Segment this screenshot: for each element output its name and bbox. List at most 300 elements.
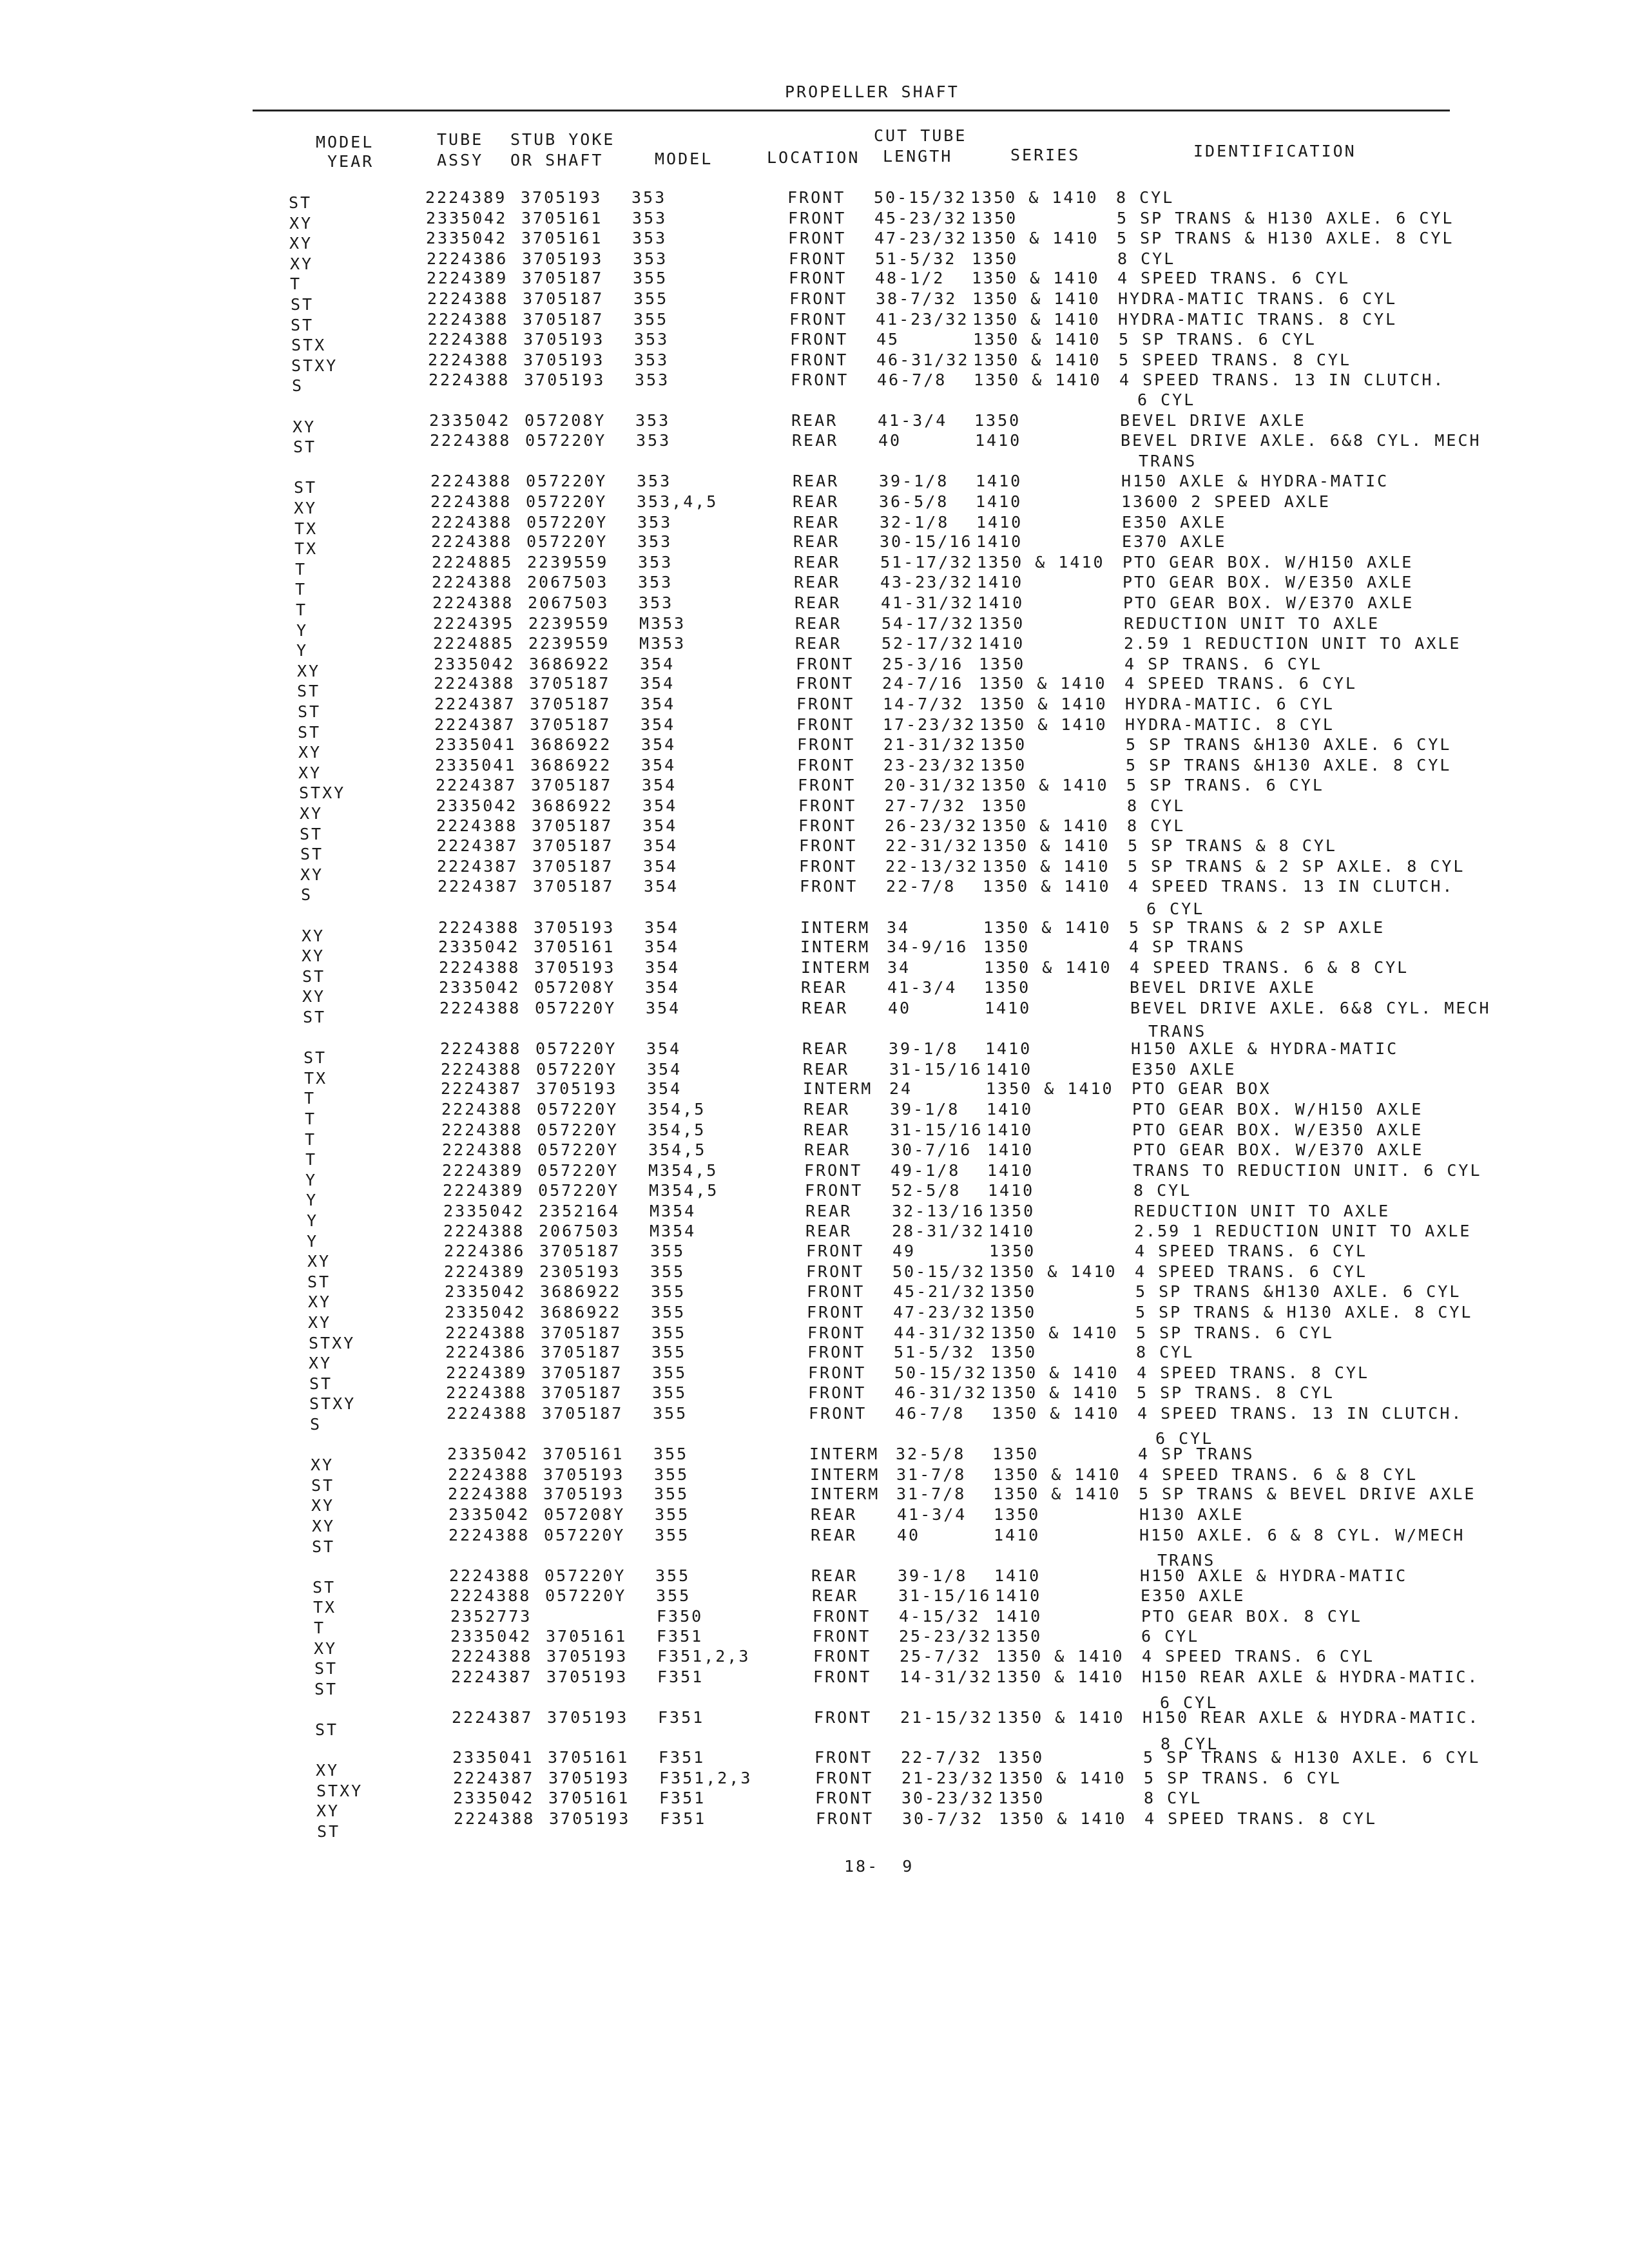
identification-cell: 8 CYL xyxy=(1136,1343,1195,1362)
location-cell: FRONT xyxy=(788,208,847,227)
identification-cell: 5 SP TRANS. 6 CYL xyxy=(1136,1323,1334,1342)
cut-length-cell: 41-3/4 xyxy=(897,1505,967,1524)
model-cell: 355 xyxy=(656,1586,691,1606)
tube-assy-cell: 2224388 xyxy=(448,1465,530,1484)
tube-assy-cell: 2224389 xyxy=(427,269,508,288)
stub-yoke-cell: 3705187 xyxy=(529,674,611,693)
series-cell: 1410 xyxy=(988,1181,1035,1200)
model-cell: 353 xyxy=(633,249,668,268)
tube-assy-cell: 2335041 xyxy=(435,755,517,774)
tube-assy-cell: 2335042 xyxy=(448,1505,530,1524)
series-cell: 1350 & 1410 xyxy=(974,370,1102,390)
identification-cell: 4 SPEED TRANS. 6 & 8 CYL xyxy=(1130,957,1409,977)
page-title: PROPELLER SHAFT xyxy=(785,82,959,101)
series-cell: 1410 xyxy=(985,999,1032,1017)
cut-length-cell: 39-1/8 xyxy=(898,1566,968,1585)
model-cell: 355 xyxy=(633,289,669,308)
model-year-cell: XY xyxy=(311,1456,334,1475)
model-year-cell: T xyxy=(305,1110,317,1128)
identification-cell: 4 SPEED TRANS. 13 IN CLUTCH. xyxy=(1137,1404,1463,1423)
identification-cell: 4 SP TRANS xyxy=(1129,937,1246,957)
tube-assy-cell: 2224388 xyxy=(448,1485,530,1504)
identification-cell: HYDRA-MATIC TRANS. 6 CYL xyxy=(1118,289,1398,308)
location-cell: FRONT xyxy=(789,269,847,288)
location-cell: FRONT xyxy=(805,1181,863,1200)
tube-assy-cell: 2224388 xyxy=(443,1221,525,1240)
tube-assy-cell: 2335042 xyxy=(443,1202,525,1220)
tube-assy-cell: 2224388 xyxy=(427,309,509,329)
identification-cell: 8 CYL xyxy=(1127,816,1186,835)
cut-length-cell: 49 xyxy=(892,1242,916,1261)
stub-yoke-cell: 057220Y xyxy=(536,1059,618,1079)
series-cell: 1350 xyxy=(971,208,1018,227)
stub-yoke-cell: 3705187 xyxy=(523,309,604,329)
tube-assy-cell: 2224389 xyxy=(425,188,507,207)
stub-yoke-cell: 3705193 xyxy=(543,1485,625,1504)
model-year-cell: XY xyxy=(311,1496,335,1515)
model-cell: 354 xyxy=(647,1079,682,1099)
model-cell: M354 xyxy=(650,1221,697,1240)
identification-cell: H150 REAR AXLE & HYDRA-MATIC. xyxy=(1142,1667,1480,1686)
tube-assy-cell: 2224387 xyxy=(438,877,519,896)
stub-yoke-cell: 057220Y xyxy=(535,999,617,1017)
tube-assy-cell: 2335042 xyxy=(453,1789,535,1808)
series-cell: 1350 xyxy=(983,937,1030,957)
model-year-cell: XY xyxy=(297,661,321,680)
model-cell: 354 xyxy=(645,957,680,977)
location-cell: REAR xyxy=(811,1566,858,1585)
table-row xyxy=(0,1708,1629,1739)
model-cell: 354,5 xyxy=(648,1120,706,1139)
series-cell: 1350 xyxy=(996,1626,1043,1646)
identification-cell: 4 SPEED TRANS. 6 CYL xyxy=(1117,269,1351,288)
model-cell: 353 xyxy=(632,229,668,248)
cut-length-cell: 39-1/8 xyxy=(890,1100,960,1119)
model-year-cell: S xyxy=(292,376,304,396)
model-year-cell: T xyxy=(295,580,307,599)
cut-length-cell: 31-15/16 xyxy=(890,1120,983,1139)
model-cell: 353 xyxy=(635,410,671,430)
header-model: MODEL xyxy=(655,149,713,168)
stub-yoke-cell: 3705161 xyxy=(546,1626,628,1646)
stub-yoke-cell: 2352164 xyxy=(539,1202,621,1220)
cut-length-cell: 47-23/32 xyxy=(874,229,968,248)
tube-assy-cell: 2224388 xyxy=(429,370,510,390)
stub-yoke-cell: 3686922 xyxy=(540,1303,622,1321)
cut-length-cell: 40 xyxy=(888,999,912,1017)
identification-continuation: 6 CYL xyxy=(1155,1428,1214,1448)
series-cell: 1350 & 1410 xyxy=(999,1809,1127,1828)
tube-assy-cell: 2224388 xyxy=(439,957,521,977)
table-row xyxy=(0,613,1629,640)
stub-yoke-cell: 3705161 xyxy=(534,937,615,957)
model-year-cell: STXY xyxy=(299,783,346,803)
cut-length-cell: 14-31/32 xyxy=(900,1667,993,1686)
series-cell: 1350 xyxy=(979,654,1026,673)
stub-yoke-cell: 2239559 xyxy=(528,634,610,653)
identification-cell: E350 AXLE xyxy=(1132,1059,1237,1079)
series-cell: 1350 & 1410 xyxy=(991,1363,1119,1382)
series-cell: 1410 xyxy=(987,1140,1034,1160)
series-cell: 1350 xyxy=(994,1505,1041,1524)
table-row xyxy=(0,431,1629,457)
series-cell: 1350 & 1410 xyxy=(993,1485,1121,1504)
stub-yoke-cell: 3705193 xyxy=(534,918,615,937)
identification-cell: 4 SPEED TRANS. 8 CYL xyxy=(1137,1363,1370,1382)
series-cell: 1350 & 1410 xyxy=(989,1262,1117,1281)
identification-cell: 4 SP TRANS. 6 CYL xyxy=(1124,654,1322,673)
model-cell: 353 xyxy=(635,370,670,390)
series-cell: 1350 & 1410 xyxy=(973,330,1101,349)
cut-length-cell: 34 xyxy=(887,918,911,937)
series-cell: 1350 & 1410 xyxy=(982,856,1110,876)
model-year-cell: ST xyxy=(304,1048,327,1068)
cut-length-cell: 30-7/16 xyxy=(891,1140,972,1160)
model-cell: 355 xyxy=(633,309,669,329)
identification-cell: PTO GEAR BOX xyxy=(1132,1079,1271,1099)
location-cell: FRONT xyxy=(807,1323,866,1342)
location-cell: REAR xyxy=(791,410,838,430)
identification-cell: 4 SPEED TRANS. 6 CYL xyxy=(1135,1242,1368,1261)
stub-yoke-cell: 057220Y xyxy=(526,532,608,552)
model-year-cell: T xyxy=(295,559,307,579)
model-cell: 354 xyxy=(644,918,680,937)
stub-yoke-cell: 3686922 xyxy=(540,1282,622,1302)
model-cell: 353 xyxy=(631,188,667,207)
location-cell: FRONT xyxy=(815,1789,874,1808)
model-cell: 354 xyxy=(641,755,677,774)
table-row xyxy=(0,472,1629,497)
model-cell: 355 xyxy=(650,1262,686,1281)
identification-cell: 5 SP TRANS &H130 AXLE. 6 CYL xyxy=(1126,735,1452,754)
tube-assy-cell: 2224388 xyxy=(451,1647,533,1666)
tube-assy-cell: 2224388 xyxy=(432,573,514,592)
location-cell: REAR xyxy=(804,1120,851,1139)
table-row xyxy=(0,877,1629,905)
series-cell: 1410 xyxy=(987,1120,1034,1139)
model-year-cell: Y xyxy=(296,620,309,640)
location-cell: FRONT xyxy=(791,370,849,390)
tube-assy-cell: 2224387 xyxy=(452,1708,534,1727)
tube-assy-cell: 2224388 xyxy=(430,492,512,511)
location-cell: FRONT xyxy=(813,1626,871,1646)
location-cell: FRONT xyxy=(797,755,856,774)
model-year-cell: ST xyxy=(312,1537,336,1556)
cut-length-cell: 32-1/8 xyxy=(880,512,950,532)
tube-assy-cell: 2224388 xyxy=(434,674,516,693)
identification-cell: HYDRA-MATIC. 6 CYL xyxy=(1125,695,1335,713)
cut-length-cell: 40 xyxy=(878,431,902,450)
location-cell: FRONT xyxy=(806,1262,865,1281)
model-year-cell: XY xyxy=(298,763,322,782)
stub-yoke-cell: 3705193 xyxy=(543,1465,625,1484)
model-cell: 354 xyxy=(641,735,677,754)
tube-assy-cell: 2224387 xyxy=(437,856,519,876)
identification-cell: BEVEL DRIVE AXLE xyxy=(1120,410,1306,430)
model-year-cell: XY xyxy=(290,254,314,273)
cut-length-cell: 47-23/32 xyxy=(893,1303,987,1321)
series-cell: 1410 xyxy=(994,1566,1041,1585)
series-cell: 1410 xyxy=(976,512,1023,532)
location-cell: REAR xyxy=(802,999,849,1017)
series-cell: 1350 & 1410 xyxy=(990,1323,1119,1342)
model-year-cell: ST xyxy=(307,1272,331,1291)
model-cell: 354 xyxy=(641,695,676,713)
identification-cell: H150 AXLE & HYDRA-MATIC xyxy=(1140,1566,1408,1585)
series-cell: 1350 & 1410 xyxy=(992,1404,1120,1423)
cut-length-cell: 46-31/32 xyxy=(894,1383,988,1403)
location-cell: FRONT xyxy=(809,1404,867,1423)
model-cell: 354 xyxy=(644,877,679,896)
table-row xyxy=(0,350,1629,375)
model-cell: F351 xyxy=(657,1626,704,1646)
model-cell: 354 xyxy=(642,776,677,795)
tube-assy-cell: 2224389 xyxy=(442,1160,524,1180)
header-model-year: YEAR xyxy=(327,152,374,171)
series-cell: 1350 & 1410 xyxy=(993,1465,1121,1484)
stub-yoke-cell: 3686922 xyxy=(532,796,613,815)
tube-assy-cell: 2224388 xyxy=(445,1323,527,1342)
identification-cell: REDUCTION UNIT TO AXLE xyxy=(1134,1202,1391,1220)
model-cell: 353 xyxy=(637,532,673,552)
stub-yoke-cell: 057208Y xyxy=(544,1505,626,1524)
stub-yoke-cell: 3705187 xyxy=(530,715,612,734)
location-cell: REAR xyxy=(805,1202,853,1220)
model-cell: 355 xyxy=(651,1343,687,1362)
model-year-cell: XY xyxy=(307,1252,331,1271)
header-series: SERIES xyxy=(1010,146,1081,164)
series-cell: 1410 xyxy=(995,1586,1042,1606)
model-cell: 353 xyxy=(638,573,673,592)
series-cell: 1350 & 1410 xyxy=(977,552,1105,572)
model-cell: F350 xyxy=(657,1607,704,1626)
model-year-cell: Y xyxy=(307,1211,319,1230)
stub-yoke-cell: 057208Y xyxy=(534,978,616,997)
identification-cell: H130 AXLE xyxy=(1139,1505,1244,1524)
series-cell: 1410 xyxy=(976,532,1023,552)
cut-length-cell: 21-31/32 xyxy=(883,735,977,754)
stub-yoke-cell: 3686922 xyxy=(530,755,612,774)
stub-yoke-cell: 2239559 xyxy=(527,552,609,572)
model-year-cell: ST xyxy=(300,845,324,864)
cut-length-cell: 22-7/32 xyxy=(901,1748,983,1767)
cut-length-cell: 31-7/8 xyxy=(896,1485,967,1504)
location-cell: INTERM xyxy=(800,937,871,957)
location-cell: FRONT xyxy=(797,735,856,754)
model-year-cell: Y xyxy=(305,1170,318,1189)
table-row xyxy=(0,512,1629,538)
identification-cell: PTO GEAR BOX. W/E350 AXLE xyxy=(1123,573,1414,592)
model-year-cell: Y xyxy=(307,1231,319,1251)
model-cell: 355 xyxy=(650,1242,686,1261)
model-year-cell: XY xyxy=(308,1293,332,1312)
model-cell: 355 xyxy=(653,1445,689,1464)
identification-cell: 4 SPEED TRANS. 6 CYL xyxy=(1135,1262,1368,1281)
model-year-cell: ST xyxy=(314,1659,338,1678)
tube-assy-cell: 2224388 xyxy=(428,330,510,349)
stub-yoke-cell: 057220Y xyxy=(526,492,608,511)
model-cell: 355 xyxy=(654,1465,689,1484)
stub-yoke-cell: 2239559 xyxy=(528,613,610,633)
identification-cell: 5 SP TRANS & 2 SP AXLE. 8 CYL xyxy=(1128,856,1465,876)
series-cell: 1410 xyxy=(975,431,1022,450)
cut-length-cell: 54-17/32 xyxy=(882,613,975,633)
tube-assy-cell: 2224387 xyxy=(453,1768,535,1787)
tube-assy-cell: 2224389 xyxy=(443,1181,525,1200)
location-cell: FRONT xyxy=(790,330,849,349)
model-cell: 355 xyxy=(633,269,668,288)
series-cell: 1350 & 1410 xyxy=(982,836,1110,856)
series-cell: 1350 xyxy=(990,1303,1037,1321)
cut-length-cell: 34-9/16 xyxy=(887,937,969,957)
stub-yoke-cell: 3705193 xyxy=(522,249,604,268)
cut-length-cell: 25-3/16 xyxy=(882,654,964,673)
model-cell: 354 xyxy=(642,816,678,835)
series-cell: 1350 & 1410 xyxy=(970,188,1099,207)
table-row xyxy=(0,593,1629,619)
header-tube-assy: TUBE xyxy=(437,130,484,149)
model-year-cell: XY xyxy=(302,926,325,945)
identification-cell: 4 SPEED TRANS. 6 CYL xyxy=(1142,1647,1375,1666)
identification-cell: H150 AXLE & HYDRA-MATIC xyxy=(1121,472,1389,491)
model-cell: 353 xyxy=(638,552,673,572)
location-cell: FRONT xyxy=(807,1343,866,1362)
identification-cell: 5 SP TRANS. 6 CYL xyxy=(1126,776,1324,795)
table-row xyxy=(0,634,1629,660)
model-year-cell: XY xyxy=(316,1802,340,1821)
model-year-cell: T xyxy=(314,1619,326,1637)
tube-assy-cell: 2335042 xyxy=(438,937,520,957)
series-cell: 1350 & 1410 xyxy=(972,289,1101,308)
model-year-cell: ST xyxy=(298,722,322,742)
model-cell: 355 xyxy=(654,1485,689,1504)
tube-assy-cell: 2224388 xyxy=(436,816,518,835)
stub-yoke-cell: 3705161 xyxy=(521,208,603,227)
tube-assy-cell: 2335041 xyxy=(452,1748,534,1767)
tube-assy-cell: 2224388 xyxy=(428,350,510,369)
location-cell: REAR xyxy=(801,978,848,997)
tube-assy-cell: 2335042 xyxy=(434,654,516,673)
series-cell: 1350 xyxy=(972,249,1019,268)
tube-assy-cell: 2224388 xyxy=(442,1140,524,1160)
stub-yoke-cell: 057220Y xyxy=(526,472,608,491)
model-year-cell: STXY xyxy=(291,356,338,375)
stub-yoke-cell: 2067503 xyxy=(528,593,610,612)
identification-cell: 5 SP TRANS. 8 CYL xyxy=(1137,1383,1335,1403)
stub-yoke-cell: 057220Y xyxy=(535,1039,617,1059)
model-year-cell: STX xyxy=(291,336,327,355)
identification-continuation: TRANS xyxy=(1139,451,1197,470)
tube-assy-cell: 2224388 xyxy=(431,532,513,552)
identification-cell: 5 SP TRANS & BEVEL DRIVE AXLE xyxy=(1139,1485,1476,1504)
location-cell: INTERM xyxy=(800,918,871,937)
location-cell: FRONT xyxy=(800,877,858,896)
tube-assy-cell: 2224387 xyxy=(436,776,517,795)
location-cell: FRONT xyxy=(789,289,848,308)
cut-length-cell: 17-23/32 xyxy=(883,715,976,734)
table-row xyxy=(0,552,1629,579)
series-cell: 1410 xyxy=(996,1607,1043,1626)
model-year-cell: ST xyxy=(311,1475,335,1495)
identification-cell: HYDRA-MATIC. 8 CYL xyxy=(1125,715,1335,734)
location-cell: REAR xyxy=(804,1140,851,1160)
identification-cell: 4 SPEED TRANS. 6 CYL xyxy=(1124,674,1358,693)
location-cell: FRONT xyxy=(815,1748,873,1767)
identification-cell: 8 CYL xyxy=(1144,1789,1202,1808)
model-cell: F351,2,3 xyxy=(659,1768,753,1787)
series-cell: 1350 & 1410 xyxy=(979,695,1108,713)
identification-cell: 5 SP TRANS & H130 AXLE. 6 CYL xyxy=(1143,1748,1481,1767)
model-year-cell: XY xyxy=(294,499,318,517)
series-cell: 1350 & 1410 xyxy=(996,1647,1124,1666)
stub-yoke-cell: 3705193 xyxy=(547,1708,629,1727)
model-year-cell: TX xyxy=(294,539,318,559)
model-year-cell: STXY xyxy=(309,1333,356,1352)
series-cell: 1350 xyxy=(992,1445,1039,1464)
location-cell: FRONT xyxy=(796,695,855,713)
tube-assy-cell: 2224386 xyxy=(444,1242,526,1261)
model-year-cell: T xyxy=(296,601,308,619)
tube-assy-cell: 2224388 xyxy=(441,1100,523,1119)
series-cell: 1350 & 1410 xyxy=(972,309,1101,329)
table-row xyxy=(0,330,1629,355)
cut-length-cell: 22-31/32 xyxy=(885,836,979,856)
identification-cell: TRANS TO REDUCTION UNIT. 6 CYL xyxy=(1133,1160,1482,1180)
cut-length-cell: 46-7/8 xyxy=(895,1404,965,1423)
stub-yoke-cell: 3705187 xyxy=(531,776,613,795)
tube-assy-cell: 2224386 xyxy=(427,249,508,268)
cut-length-cell: 36-5/8 xyxy=(879,492,949,511)
stub-yoke-cell: 3705193 xyxy=(534,957,616,977)
location-cell: REAR xyxy=(794,573,841,592)
header-tube-assy: ASSY xyxy=(437,151,484,169)
cut-length-cell: 46-7/8 xyxy=(877,370,947,390)
stub-yoke-cell: 057208Y xyxy=(525,410,606,430)
identification-cell: HYDRA-MATIC TRANS. 8 CYL xyxy=(1118,309,1398,329)
model-year-cell: S xyxy=(310,1415,322,1434)
series-cell: 1350 xyxy=(980,755,1027,774)
stub-yoke-cell: 057220Y xyxy=(545,1566,626,1585)
identification-cell: REDUCTION UNIT TO AXLE xyxy=(1124,613,1380,633)
table-row xyxy=(0,999,1629,1026)
model-cell: 354 xyxy=(641,715,676,734)
identification-cell: 5 SPEED TRANS. 8 CYL xyxy=(1119,350,1352,369)
cut-length-cell: 25-23/32 xyxy=(899,1626,992,1646)
tube-assy-cell: 2224388 xyxy=(440,1039,522,1059)
series-cell: 1350 & 1410 xyxy=(972,269,1100,288)
tube-assy-cell: 2224388 xyxy=(446,1383,528,1403)
tube-assy-cell: 2335042 xyxy=(445,1282,526,1302)
tube-assy-cell: 2335042 xyxy=(447,1445,529,1464)
identification-cell: 4 SPEED TRANS. 13 IN CLUTCH. xyxy=(1119,370,1445,390)
stub-yoke-cell: 3705187 xyxy=(541,1323,622,1342)
stub-yoke-cell: 3705187 xyxy=(523,289,604,308)
cut-length-cell: 38-7/32 xyxy=(876,289,958,308)
stub-yoke-cell: 3686922 xyxy=(530,735,612,754)
stub-yoke-cell: 057220Y xyxy=(545,1586,627,1606)
cut-length-cell: 23-23/32 xyxy=(883,755,977,774)
table-row xyxy=(0,269,1629,294)
series-cell: 1410 xyxy=(976,492,1023,511)
location-cell: INTERM xyxy=(809,1445,880,1464)
location-cell: FRONT xyxy=(808,1383,867,1403)
model-year-cell: XY xyxy=(308,1313,332,1332)
table-row xyxy=(0,370,1629,396)
model-year-cell: Y xyxy=(296,641,309,660)
tube-assy-cell: 2224388 xyxy=(438,918,520,937)
location-cell: REAR xyxy=(811,1525,858,1544)
model-year-cell: Y xyxy=(306,1191,318,1210)
